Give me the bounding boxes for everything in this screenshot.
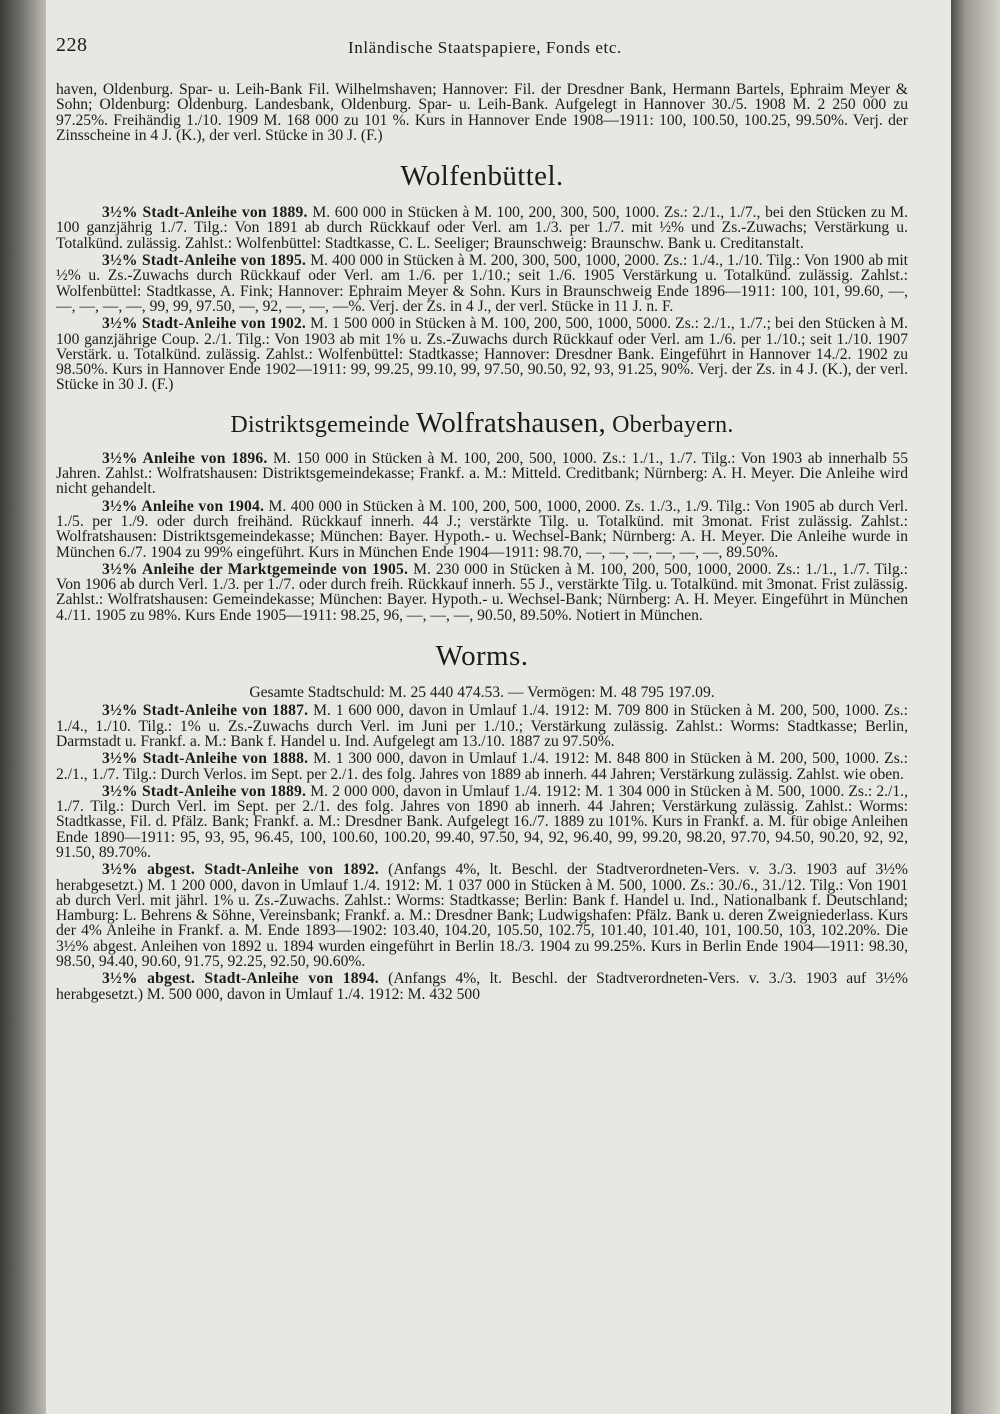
- title-prefix: Distriktsgemeinde: [230, 411, 410, 438]
- intro-paragraph: haven, Oldenburg. Spar- u. Leih-Bank Fil. Wilhelmshaven; Hannover: Fil. der Dresdner Bank, Hermann Bartels, Ephraim Meyer & Sohn; Oldenburg: Oldenburg. Landesbank, Oldenburg. Spar- u. Leih-Bank. Aufgelegt in Hannover 30./5. 1908 M. 2 250 000 zu 97.25%. Freihändig 1./10. 1909 M. 168 000 zu 101 %. Kurs in Hannover Ende 1908—1911: 100, 100.50, 100.25, 99.50%. Verj. der Zinsscheine in 4 J. (K.), der verl. Stücke in 30 J. (F.): [56, 81, 908, 144]
- entry-heading: 3½% Anleihe von 1896.: [102, 449, 268, 467]
- entry-wolfratshausen-1904: [56, 499, 908, 560]
- entry-wolfenbuettel-1889: [56, 205, 908, 251]
- binding-gutter: [0, 0, 46, 1414]
- entry-body: (Anfangs 4%, lt. Beschl. der Stadtverordneten-Vers. v. 3./3. 1903 auf 3½% herabgesetzt.) M. 500 000, davon in Umlauf 1./4. 1912: M. 432 500: [56, 970, 908, 1003]
- entry-worms-1892: [56, 862, 908, 969]
- entry-body: M. 1 300 000, davon in Umlauf 1./4. 1912: M. 848 800 in Stücken à M. 200, 500, 1000. Zs.: 2./1., 1./7. Tilg.: Durch Verlos. im Sept. per 2./1. des folg. Jahres von 1889 ab innerh. 44 Jahren; Verstärkung zulässig. Zahlst. wie oben.: [56, 750, 908, 783]
- facing-page-edge: [951, 0, 1000, 1414]
- entry-wolfenbuettel-1902: [56, 316, 908, 392]
- title-suffix: Oberbayern.: [612, 411, 734, 438]
- entry-body: M. 400 000 in Stücken à M. 100, 200, 500, 1000, 2000. Zs. 1./3., 1./9. Tilg.: Von 1905 ab durch Verl. 1./5. per 1./9. oder durch freihänd. Rückkauf innerh. 44 J.; verstärkte Tilg. u. Totalkünd. mit 3monat. Frist zulässig. Zahlst.: Wolfratshausen: Distriktsgemeindekasse; München: Bayer. Hypoth.- u. Wechsel-Bank; Nürnberg: A. H. Meyer. Die Anleihe wurde in München 6./7. 1904 zu 99% eingeführt. Kurs in München Ende 1904—1911: 98.70, —, —, —, —, —, —, 89.50%.: [56, 497, 908, 561]
- section-title-worms: Worms.: [435, 640, 529, 673]
- entry-wolfratshausen-1896: [56, 451, 908, 497]
- running-title: Inländische Staatspapiere, Fonds etc.: [348, 38, 622, 57]
- entry-body: M. 150 000 in Stücken à M. 100, 200, 500, 1000. Zs.: 1./1., 1./7. Tilg.: Von 1903 ab innerhalb 55 Jahren. Zahlst.: Wolfratshausen: Distriktsgemeindekasse; Frankf. a. M.: Mitteld. Creditbank; Nürnberg: A. H. Meyer. Die Anleihe wird nicht gehandelt.: [56, 449, 908, 498]
- entry-body: M. 230 000 in Stücken à M. 100, 200, 500, 1000, 2000. Zs.: 1./1., 1./7. Tilg.: Von 1906 ab durch Verl. 1./3. per 1./7. oder durch freih. Rückkauf innerh. 55 J., verstärkte Tilg. u. Totalkünd. mit 3monat. Frist zulässig. Zahlst.: Wolfratshausen: Gemeindekasse; München: Bayer. Hypoth.- u. Wechsel-Bank; Nürnberg: A. H. Meyer. Eingeführt in München 4./11. 1905 zu 98%. Kurs Ende 1905—1911: 98.25, 96, —, —, —, 90.50, 89.50%. Notiert in München.: [56, 560, 909, 624]
- entry-wolfratshausen-1905: [56, 562, 908, 623]
- entry-heading: 3½% Anleihe von 1904.: [102, 497, 265, 515]
- entry-wolfenbuettel-1895: [56, 253, 908, 314]
- entry-worms-1889: [56, 784, 908, 860]
- entry-body: M. 600 000 in Stücken à M. 100, 200, 300, 500, 1000. Zs.: 2./1., 1./7., bei den Stücken zu M. 100 ganzjährig 1./7. Tilg.: Von 1891 ab durch Rückkauf oder Verl. am 1./3. per 1./7. mit ½% und Zs.-Zuwachs; Verstärkung u. Totalkünd. zulässig. Zahlst.: Wolfenbüttel: Stadtkasse, C. L. Seeliger; Braunschweig: Braunschw. Bank u. Creditanstalt.: [56, 204, 909, 252]
- section-title-wolfratshausen: [56, 407, 908, 441]
- entry-heading: 3½% Stadt-Anleihe von 1887.: [102, 702, 309, 720]
- entry-worms-1887: [56, 703, 908, 749]
- entry-heading: 3½% Stadt-Anleihe von 1902.: [102, 315, 307, 333]
- entry-heading: 3½% Stadt-Anleihe von 1889.: [102, 204, 308, 222]
- entry-body: M. 2 000 000, davon in Umlauf 1./4. 1912: M. 1 304 000 in Stücken à M. 500, 1000. Zs.: 2./1., 1./7. Tilg.: Durch Verl. im Sept. per 2./1. des folg. Jahres von 1890 ab innerh. 44 Jahren; Verstärkung zulässig. Zahlst.: Worms: Stadtkasse, Fil. d. Pfälz. Bank; Frankf. a. M.: Dresdner Bank. Aufgelegt 16./7. 1889 zu 101%. Kurs in Frankf. a. M. für obige Anleihen Ende 1890—1911: 95, 93, 95, 96.45, 100, 100.60, 100.20, 99.40, 97.50, 94, 92, 96.40, 99, 99.20, 98.20, 97.70, 94.50, 90.20, 92, 92, 91.50, 89.70%.: [56, 782, 908, 861]
- entry-body: M. 400 000 in Stücken à M. 200, 300, 500, 1000, 2000. Zs.: 1./4., 1./10. Tilg.: Von 1900 ab mit ½% u. Zs.-Zuwachs durch Rückkauf oder Verl. am 1./6. per 1./10.; seit 1./6. 1905 Verstärkung u. Totalkünd. zulässig. Zahlst.: Wolfenbüttel: Stadtkasse, A. Fink; Hannover: Ephraim Meyer & Sohn. Kurs in Braunschweig Ende 1896—1911: 100, 101, 99.60, —, —, —, —, —, 99, 99, 97.50, —, 92, —, —, —%. Verj. der Zs. in 4 J., der verl. Stücke in 11 J. n. F.: [56, 252, 908, 315]
- entry-heading: 3½% Stadt-Anleihe von 1889.: [102, 782, 307, 800]
- entry-worms-1888: [56, 751, 908, 782]
- entry-worms-1894: [56, 971, 908, 1002]
- entry-body: M. 1 500 000 in Stücken à M. 100, 200, 500, 1000, 5000. Zs.: 2./1., 1./7.; bei den Stücken à M. 100 ganzjährige Coup. 2./1. Tilg.: Von 1903 ab mit 1% u. Zs.-Zuwachs durch Rückkauf oder Verl. am 1./6. per 1./10.; seit 1./10. 1907 Verstärk. u. Totalkünd. zulässig. Zahlst.: Wolfenbüttel: Stadtkasse; Hannover: Dresdner Bank. Eingeführt in Hannover 14./2. 1902 zu 98.50%. Kurs in Hannover Ende 1902—1911: 99, 99.25, 99.10, 99, 97.50, 90.50, 92, 93, 91.25, 90%. Verj. der Zs. in 4 J. (K.), der verl. Stücke in 30 J. (F.): [56, 315, 908, 394]
- title-main: Wolfratshausen,: [415, 406, 606, 439]
- entry-heading: 3½% Stadt-Anleihe von 1895.: [102, 252, 307, 270]
- entry-body: (Anfangs 4%, lt. Beschl. der Stadtverordneten-Vers. v. 3./3. 1903 auf 3½% herabgesetzt.) M. 1 200 000, davon in Umlauf 1./4. 1912: M. 1 037 000 in Stücken à M. 500, 1000. Zs.: 30./6., 31./12. Tilg.: Von 1901 ab durch Verl. mit jährl. 1% u. Zs.-Zuwachs. Zahlst.: Worms: Stadtkasse; Berlin: Bank f. Handel u. Ind., Nationalbank f. Deutschland; Hamburg: L. Behrens & Söhne, Vereinsbank; Frankf. a. M.: Dresdner Bank; Ludwigshafen: Pfälz. Bank u. deren Zweigniederlass. Kurs der 4% Anleihe in Frankf. a. M. Ende 1893—1902: 103.40, 104.20, 105.50, 102.75, 101.40, 101.40, 101, 100.50, 103, 102.20%. Die 3½% abgest. Anleihen von 1892 u. 1894 wurden eingeführt in Berlin 18./3. 1904 zu 99.25%. Kurs in Berlin Ende 1904—1911: 98.30, 98.50, 94.40, 90.60, 91.75, 92.25, 92.50, 90.60%.: [56, 861, 908, 971]
- entry-heading: 3½% abgest. Stadt-Anleihe von 1892.: [102, 861, 379, 879]
- entry-body: M. 1 600 000, davon in Umlauf 1./4. 1912: M. 709 800 in Stücken à M. 200, 500, 1000. Zs.: 1./4., 1./10. Tilg.: 1% u. Zs.-Zuwachs durch Verl. im Juni per 1./10.; Verstärkung zulässig. Zahlst.: Worms: Stadtkasse; Berlin, Darmstadt u. Frankf. a. M.: Bank f. Handel u. Ind. Aufgelegt am 13./10. 1887 zu 97.50%.: [56, 702, 908, 750]
- section-title-wolfenbuettel: Wolfenbüttel.: [400, 160, 564, 193]
- page-content: [56, 82, 908, 1002]
- page-number: 228: [56, 34, 88, 56]
- entry-heading: 3½% Anleihe der Marktgemeinde von 1905.: [102, 560, 409, 578]
- entry-heading: 3½% Stadt-Anleihe von 1888.: [102, 750, 309, 768]
- worms-debt-summary: Gesamte Stadtschuld: M. 25 440 474.53. — Vermögen: M. 48 795 197.09.: [249, 684, 715, 702]
- entry-heading: 3½% abgest. Stadt-Anleihe von 1894.: [102, 970, 379, 988]
- page-header: [56, 34, 906, 64]
